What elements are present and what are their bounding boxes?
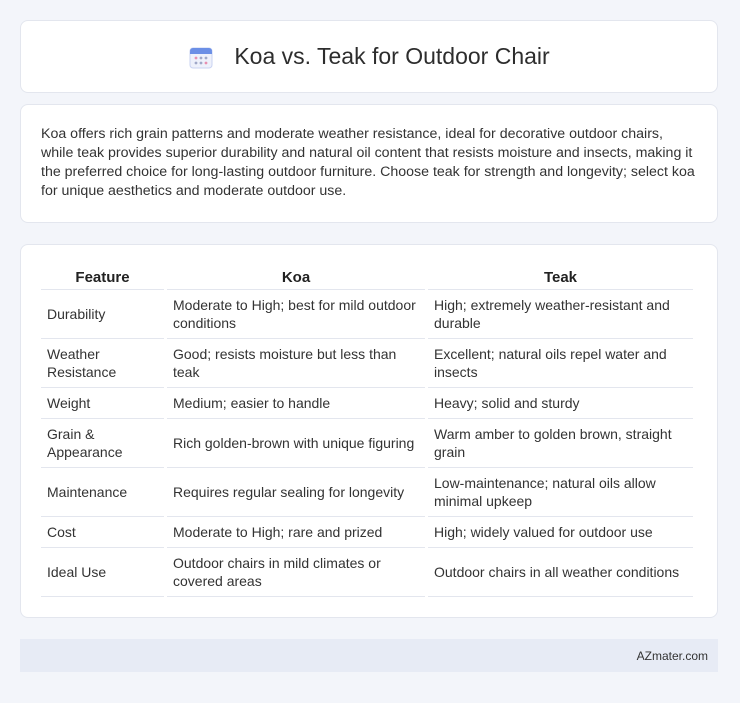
- summary-card: [20, 104, 718, 223]
- table-row: [41, 517, 693, 548]
- table-row: [41, 468, 693, 517]
- page-title: Koa vs. Teak for Outdoor Chair: [234, 43, 550, 69]
- row-koa: Moderate to High; best for mild outdoor conditions: [167, 290, 425, 339]
- header-feature: Feature: [41, 265, 164, 290]
- row-koa: Medium; easier to handle: [167, 388, 425, 419]
- row-teak: High; widely valued for outdoor use: [428, 517, 693, 548]
- calendar-icon: [188, 44, 214, 70]
- row-koa: Rich golden-brown with unique figuring: [167, 419, 425, 468]
- row-feature: Cost: [41, 517, 164, 548]
- row-teak: Low-maintenance; natural oils allow minimal upkeep: [428, 468, 693, 517]
- table-row: [41, 388, 693, 419]
- row-teak: Heavy; solid and sturdy: [428, 388, 693, 419]
- footer: [20, 639, 718, 672]
- row-koa: Outdoor chairs in mild climates or covered areas: [167, 548, 425, 597]
- row-koa: Good; resists moisture but less than teak: [167, 339, 425, 388]
- comparison-table: [38, 265, 696, 597]
- table-row: [41, 290, 693, 339]
- row-teak: Outdoor chairs in all weather conditions: [428, 548, 693, 597]
- comparison-table-card: [20, 244, 718, 618]
- row-feature: Ideal Use: [41, 548, 164, 597]
- row-teak: High; extremely weather-resistant and durable: [428, 290, 693, 339]
- title-card: [20, 20, 718, 93]
- row-feature: Weather Resistance: [41, 339, 164, 388]
- row-feature: Maintenance: [41, 468, 164, 517]
- header-teak: Teak: [428, 265, 693, 290]
- title-wrap: [188, 43, 549, 70]
- row-feature: Grain & Appearance: [41, 419, 164, 468]
- footer-site: AZmater.com: [636, 648, 708, 663]
- row-feature: Durability: [41, 290, 164, 339]
- row-feature: Weight: [41, 388, 164, 419]
- row-teak: Warm amber to golden brown, straight grain: [428, 419, 693, 468]
- table-row: [41, 339, 693, 388]
- table-header-row: [41, 265, 693, 290]
- row-koa: Requires regular sealing for longevity: [167, 468, 425, 517]
- header-koa: Koa: [167, 265, 425, 290]
- table-row: [41, 548, 693, 597]
- summary-text: Koa offers rich grain patterns and moderate weather resistance, ideal for decorative outdoor chairs, while teak provides superior durability and natural oil content that resists moisture and insects, making it the preferred choice for long-lasting outdoor furniture. Choose teak for strength and longevity; select koa for unique aesthetics and moderate outdoor use.: [41, 126, 695, 199]
- row-koa: Moderate to High; rare and prized: [167, 517, 425, 548]
- row-teak: Excellent; natural oils repel water and insects: [428, 339, 693, 388]
- table-row: [41, 419, 693, 468]
